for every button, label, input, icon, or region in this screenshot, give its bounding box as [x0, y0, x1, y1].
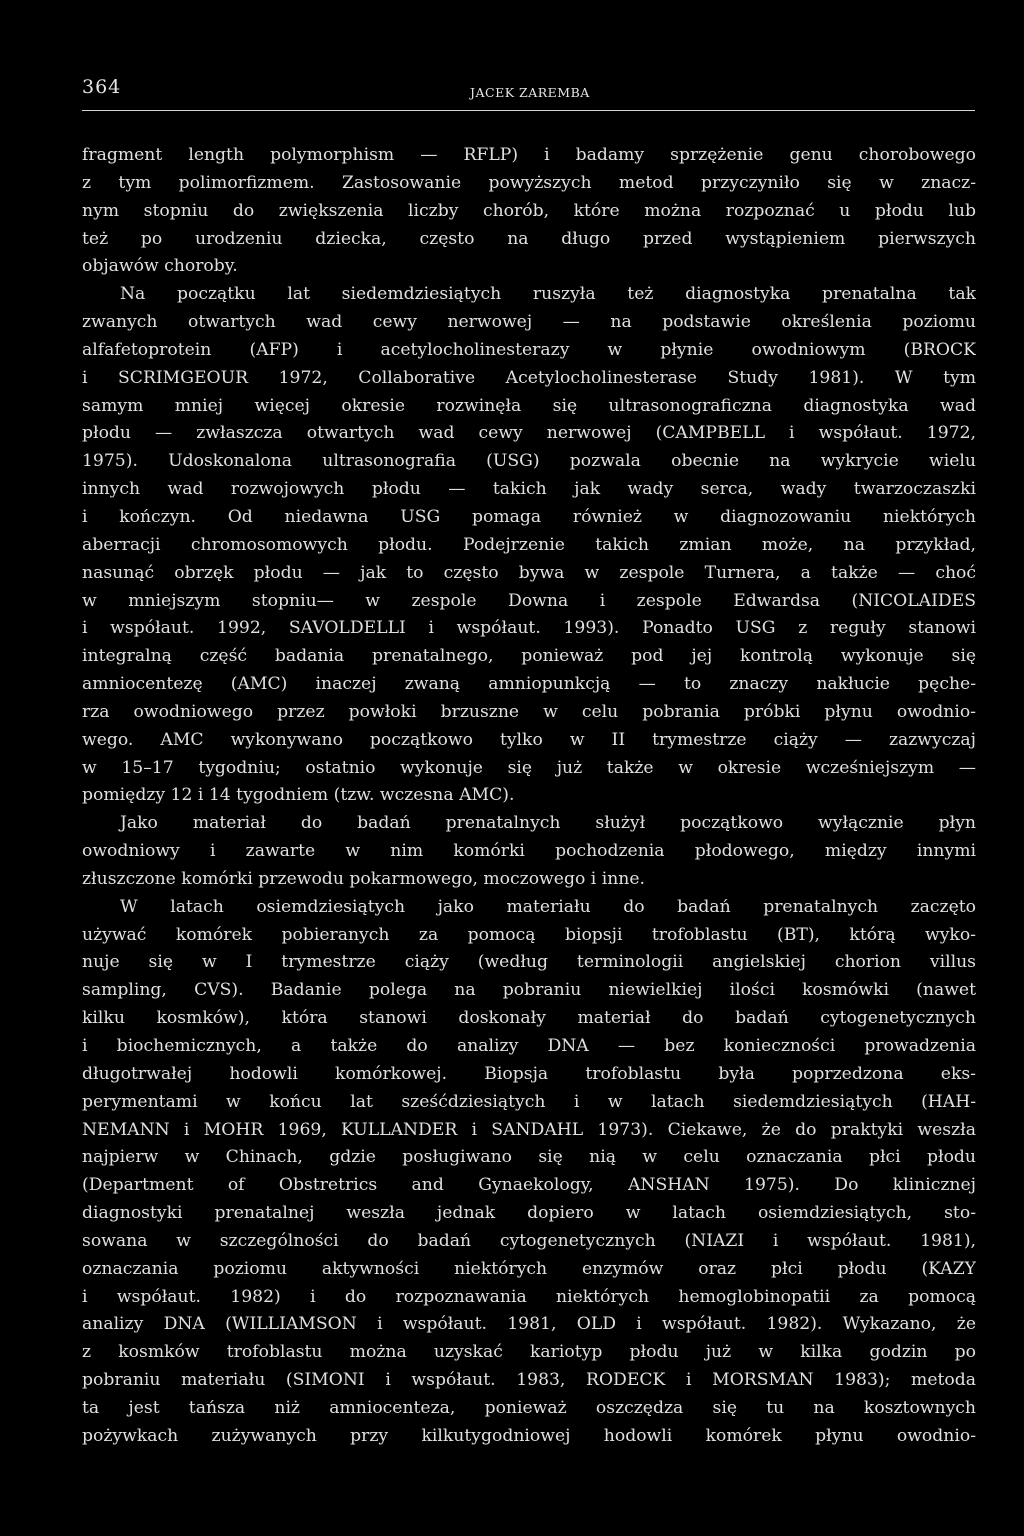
text-line: sampling, CVS). Badanie polega na pobraniu niewielkiej ilości kosmówki (nawet — [82, 980, 976, 1001]
text-line: wego. AMC wykonywano początkowo tylko w II trymestrze ciąży — zazwyczaj — [82, 729, 976, 750]
text-line: oznaczania poziomu aktywności niektórych enzymów oraz płci płodu (KAZY — [82, 1258, 976, 1279]
text-line: Jako materiał do badań prenatalnych służył początkowo wyłącznie płyn — [120, 813, 976, 834]
text-line: rza owodniowego przez powłoki brzuszne w celu pobrania próbki płynu owodnio- — [82, 701, 976, 722]
text-line: 1975). Udoskonalona ultrasonografia (USG) pozwala obecnie na wykrycie wielu — [82, 451, 976, 472]
text-line: diagnostyki prenatalnej weszła jednak dopiero w latach osiemdziesiątych, sto- — [82, 1203, 976, 1224]
text-line: integralną część badania prenatalnego, ponieważ pod jej kontrolą wykonuje się — [82, 646, 976, 667]
text-line: najpierw w Chinach, gdzie posługiwano się nią w celu oznaczania płci płodu — [82, 1147, 976, 1168]
text-line: alfafetoprotein (AFP) i acetylocholinesterazy w płynie owodniowym (BROCK — [82, 339, 976, 360]
running-head: JACEK ZAREMBA — [470, 85, 590, 100]
text-line: i kończyn. Od niedawna USG pomaga również w diagnozowaniu niektórych — [82, 506, 976, 527]
text-line: i współaut. 1992, SAVOLDELLI i współaut. 1993). Ponadto USG z reguły stanowi — [82, 618, 976, 639]
text-line: objawów choroby. — [82, 256, 238, 277]
text-line: amniocentezę (AMC) inaczej zwaną amniopunkcją — to znaczy nakłucie pęche- — [82, 674, 976, 695]
text-line: pomiędzy 12 i 14 tygodniem (tzw. wczesna AMC). — [82, 785, 515, 806]
text-line: samym mniej więcej okresie rozwinęła się ultrasonograficzna diagnostyka wad — [82, 395, 976, 416]
text-line: perymentami w końcu lat sześćdziesiątych i w latach siedemdziesiątych (HAH- — [82, 1091, 976, 1112]
text-line: kilku kosmków), która stanowi doskonały materiał do badań cytogenetycznych — [82, 1008, 976, 1029]
text-line: i biochemicznych, a także do analizy DNA — bez konieczności prowadzenia — [82, 1036, 976, 1056]
text-line: aberracji chromosomowych płodu. Podejrzenie takich zmian może, na przykład, — [82, 534, 976, 555]
text-line: używać komórek pobieranych za pomocą biopsji trofoblastu (BT), którą wyko- — [82, 924, 976, 945]
text-line: i SCRIMGEOUR 1972, Collaborative Acetylocholinesterase Study 1981). W tym — [82, 367, 976, 388]
text-line: płodu — zwłaszcza otwartych wad cewy nerwowej (CAMPBELL i współaut. 1972, — [82, 423, 976, 444]
text-line: też po urodzeniu dziecka, często na długo przed wystąpieniem pierwszych — [82, 228, 976, 249]
text-line: nym stopniu do zwiększenia liczby chorób, które można rozpoznać u płodu lub — [82, 200, 976, 221]
text-line: pobraniu materiału (SIMONI i współaut. 1983, RODECK i MORSMAN 1983); metoda — [82, 1370, 976, 1391]
text-line: W latach osiemdziesiątych jako materiału do badań prenatalnych zaczęto — [120, 896, 976, 917]
text-line: sowana w szczególności do badań cytogenetycznych (NIAZI i współaut. 1981), — [82, 1230, 976, 1251]
text-line: z tym polimorfizmem. Zastosowanie powyższych metod przyczyniło się w znacz- — [82, 172, 976, 193]
page-header — [82, 76, 975, 111]
text-line: (Department of Obstretrics and Gynaekology, ANSHAN 1975). Do klinicznej — [82, 1175, 976, 1196]
text-line: złuszczone komórki przewodu pokarmowego, moczowego i inne. — [82, 868, 645, 889]
text-line: w 15–17 tygodniu; ostatnio wykonuje się już także w okresie wcześniejszym — — [82, 757, 976, 778]
text-line: i współaut. 1982) i do rozpoznawania niektórych hemoglobinopatii za pomocą — [82, 1286, 976, 1307]
text-line: owodniowy i zawarte w nim komórki pochodzenia płodowego, między innymi — [82, 841, 976, 862]
text-line: analizy DNA (WILLIAMSON i współaut. 1981, OLD i współaut. 1982). Wykazano, że — [82, 1314, 976, 1335]
text-line: innych wad rozwojowych płodu — takich jak wady serca, wady twarzoczaszki — [82, 479, 976, 500]
text-line: NEMANN i MOHR 1969, KULLANDER i SANDAHL 1973). Ciekawe, że do praktyki weszła — [82, 1119, 976, 1140]
body-text — [82, 142, 976, 1451]
text-line: pożywkach zużywanych przy kilkutygodniowej hodowli komórek płynu owodnio- — [82, 1425, 976, 1446]
text-line: ta jest tańsza niż amniocenteza, ponieważ oszczędza się tu na kosztownych — [82, 1397, 976, 1418]
page-number: 364 — [82, 76, 122, 98]
text-line: długotrwałej hodowli komórkowej. Biopsja trofoblastu była poprzedzona eks- — [82, 1063, 976, 1084]
text-line: z kosmków trofoblastu można uzyskać kariotyp płodu już w kilka godzin po — [82, 1342, 976, 1363]
text-line: nasunąć obrzęk płodu — jak to często bywa w zespole Turnera, a także — choć — [82, 562, 976, 583]
text-line: nuje się w I trymestrze ciąży (według terminologii angielskiej chorion villus — [82, 952, 976, 973]
text-line: w mniejszym stopniu— w zespole Downa i zespole Edwardsa (NICOLAIDES — [82, 590, 976, 611]
text-line: zwanych otwartych wad cewy nerwowej — na podstawie określenia poziomu — [82, 312, 976, 333]
text-line: Na początku lat siedemdziesiątych ruszyła też diagnostyka prenatalna tak — [120, 284, 976, 305]
text-line: fragment length polymorphism — RFLP) i badamy sprzężenie genu chorobowego — [82, 145, 976, 165]
